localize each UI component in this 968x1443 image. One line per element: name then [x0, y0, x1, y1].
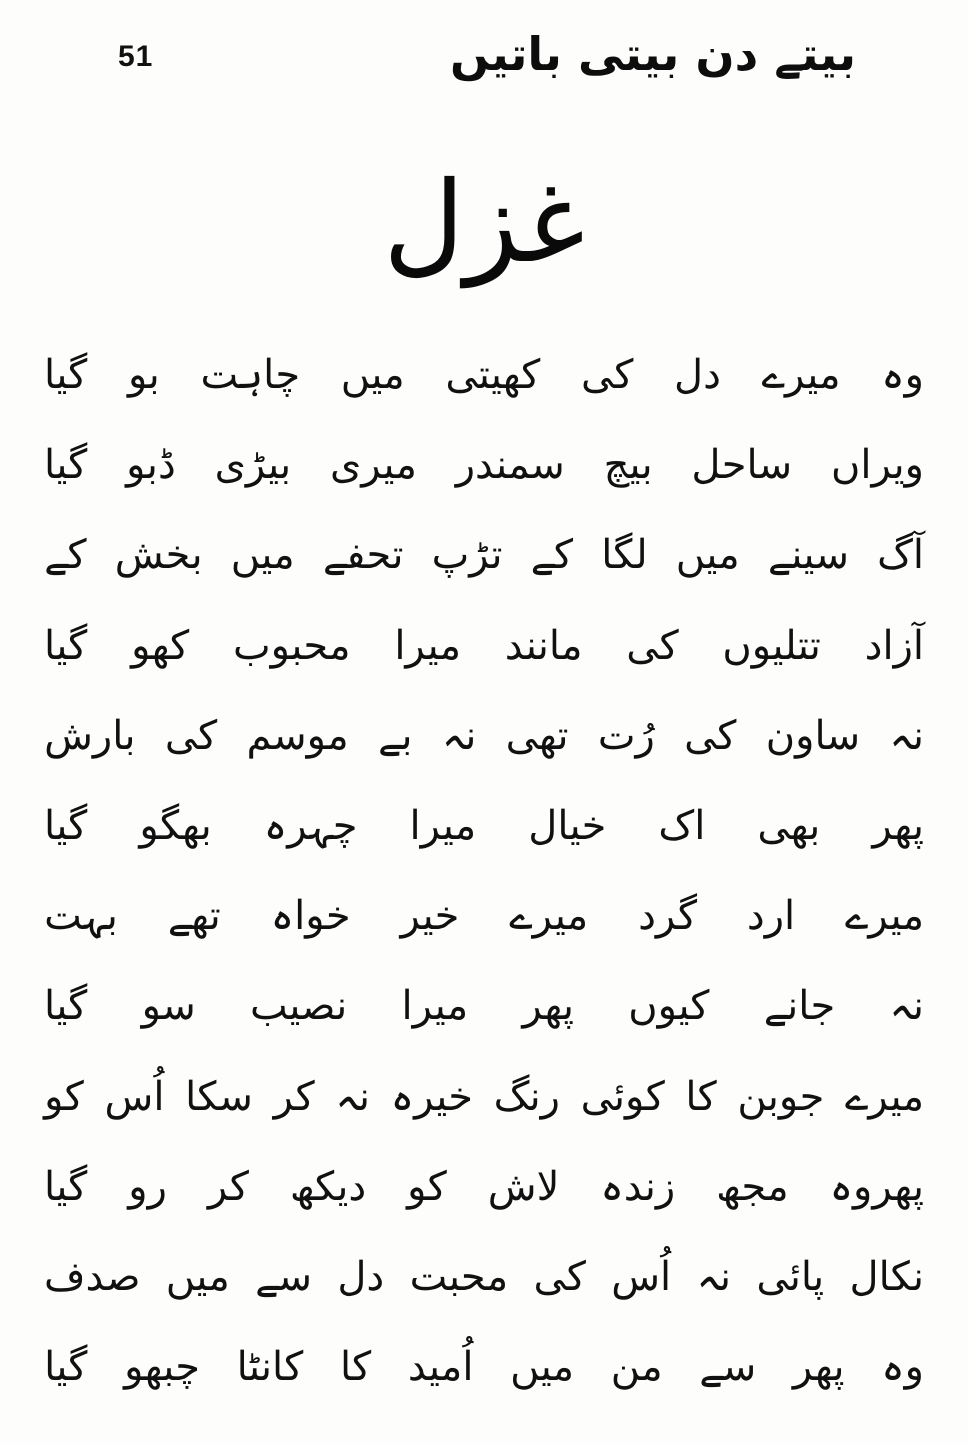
poem-word: چبھو: [124, 1344, 200, 1391]
poem-word: ساحل: [691, 442, 793, 489]
book-title: بیتے دن بیتی باتیں: [449, 27, 856, 81]
poem-word: گیا: [44, 352, 88, 398]
poem-word: بھی: [757, 802, 821, 849]
poem-word: نہ: [335, 1073, 370, 1120]
poem-word: کر: [273, 1073, 315, 1120]
poem-word: بیچ: [603, 442, 653, 489]
poem-word: لاش: [487, 1163, 560, 1210]
poem-word: پھر: [522, 983, 575, 1030]
poem-line: [44, 330, 924, 420]
poem-word: رُت: [597, 712, 655, 759]
poem-word: موسم: [246, 712, 349, 759]
poem-word: پھروہ: [829, 1163, 924, 1210]
poem-word: میرے: [509, 893, 589, 940]
poem-word: جانے: [763, 983, 836, 1030]
poem-word: خواہ: [270, 893, 351, 940]
poem-word: تحفے: [322, 532, 404, 579]
poem-line: [44, 781, 924, 871]
poem-word: محبت: [409, 1253, 509, 1300]
poem-word: کی: [533, 1253, 586, 1300]
poem-word: آزاد: [864, 622, 924, 669]
poem-word: میرے: [844, 1073, 924, 1120]
poem-word: ارد: [746, 893, 796, 940]
poem-word: سے: [255, 1253, 313, 1300]
poem-word: تتلیوں: [722, 622, 821, 669]
poem-word: پھر: [872, 802, 924, 849]
poem-line: [44, 601, 924, 691]
poem-word: رنگ: [493, 1073, 560, 1120]
poem-word: کے: [44, 532, 87, 579]
poem-word: کوئی: [580, 1073, 665, 1120]
poem-word: نہ: [441, 712, 477, 759]
poem-word: اُس: [611, 1253, 672, 1300]
poem-word: آگ: [877, 532, 924, 579]
poem-word: چہرہ: [263, 802, 358, 849]
poem-word: بارش: [44, 712, 136, 759]
poem-word: نہ: [696, 1253, 732, 1300]
poem-word: کیوں: [628, 983, 710, 1030]
poem-word: کو: [407, 1163, 447, 1210]
poem-word: بخش: [114, 532, 203, 579]
poem-word: مانند: [504, 622, 583, 669]
poem-word: من: [610, 1344, 663, 1391]
poem-word: کر: [207, 1163, 249, 1210]
poem-word: زندہ: [600, 1163, 676, 1210]
poem-word: میرے: [844, 893, 924, 940]
poem-word: میں: [165, 1253, 230, 1300]
poem-word: اُمید: [407, 1344, 474, 1391]
poem-word: گیا: [44, 1163, 88, 1210]
poem-word: میرا: [409, 802, 477, 849]
poem-word: کی: [626, 622, 679, 669]
poem-line: [44, 1322, 924, 1412]
page-header: [0, 18, 968, 108]
poem-word: میں: [230, 532, 295, 579]
poem-word: بیڑی: [214, 442, 292, 489]
poem-word: میرا: [394, 622, 461, 669]
poem-word: رو: [128, 1163, 167, 1210]
poem-word: نصیب: [250, 983, 348, 1030]
poem-line: [44, 871, 924, 961]
poem-word: گرد: [638, 893, 698, 940]
poem-word: گیا: [44, 983, 88, 1030]
poem-word: میری: [330, 442, 417, 489]
poem-line: [44, 961, 924, 1051]
poem-line: [44, 420, 924, 510]
poem-word: کے: [530, 532, 574, 579]
poem-word: صدف: [44, 1253, 141, 1300]
poem-word: کا: [685, 1073, 717, 1120]
poem-word: جوبن: [737, 1073, 825, 1120]
poem-line: [44, 1052, 924, 1142]
poem-word: ڈبو: [126, 442, 176, 489]
poem-body: [44, 330, 924, 1410]
poem-line: [44, 691, 924, 781]
poem-word: میں: [340, 352, 405, 398]
poem-word: کانٹا: [236, 1344, 304, 1391]
poem-word: ساون: [765, 712, 861, 759]
poem-word: سکا: [185, 1073, 253, 1120]
poem-word: گیا: [44, 802, 88, 849]
poem-word: دیکھ: [289, 1163, 367, 1210]
poem-line: [44, 510, 924, 600]
poem-word: سمندر: [455, 442, 565, 489]
poem-word: میں: [675, 532, 740, 579]
poem-word: خیرہ: [390, 1073, 473, 1120]
poem-word: کی: [580, 352, 634, 398]
poem-word: بے: [377, 712, 413, 759]
poem-word: نکال: [849, 1253, 924, 1300]
poem-line: [44, 1142, 924, 1232]
poem-word: پھر: [792, 1344, 845, 1391]
poem-word: کھیتی: [445, 352, 541, 398]
poem-word: پائی: [756, 1253, 825, 1300]
poem-word: سینے: [767, 532, 849, 579]
poem-word: کی: [684, 712, 737, 759]
poem-word: کھو: [131, 622, 190, 669]
poem-word: خیال: [528, 802, 607, 849]
poem-word: مجھ: [716, 1163, 789, 1210]
poem-word: نہ: [889, 983, 924, 1030]
poem-word: چاہت: [200, 352, 301, 398]
poem-word: نہ: [889, 712, 924, 759]
poem-word: ویراں: [830, 442, 924, 489]
poem-word: گیا: [44, 1344, 88, 1391]
poem-word: میرے: [761, 352, 841, 398]
poem-word: تھے: [167, 893, 221, 940]
poem-heading: غزل: [383, 158, 585, 288]
poem-word: لگا: [601, 532, 648, 579]
poem-word: وہ: [881, 352, 924, 398]
poem-word: تھی: [505, 712, 569, 759]
poem-word: وہ: [881, 1344, 924, 1391]
poem-word: اُس: [104, 1073, 165, 1120]
poem-word: محبوب: [232, 622, 351, 669]
poem-word: گیا: [44, 442, 88, 489]
poem-word: کا: [339, 1344, 372, 1391]
poem-word: میرا: [401, 983, 469, 1030]
page-number: 51: [118, 40, 154, 73]
poem-word: سو: [141, 983, 196, 1030]
poem-word: میں: [510, 1344, 575, 1391]
poem-word: بھگو: [139, 802, 212, 849]
poem-word: خیر: [400, 893, 460, 940]
poem-word: دل: [337, 1253, 385, 1300]
poem-word: اک: [658, 802, 706, 849]
poem-word: کی: [164, 712, 218, 759]
poem-word: بو: [128, 352, 160, 398]
poem-word: گیا: [44, 622, 88, 669]
poem-line: [44, 1232, 924, 1322]
poem-word: دل: [674, 352, 721, 398]
poem-word: کو: [44, 1073, 84, 1120]
poem-word: تڑپ: [431, 532, 503, 579]
poem-word: بہت: [44, 893, 118, 940]
poem-word: سے: [699, 1344, 757, 1391]
